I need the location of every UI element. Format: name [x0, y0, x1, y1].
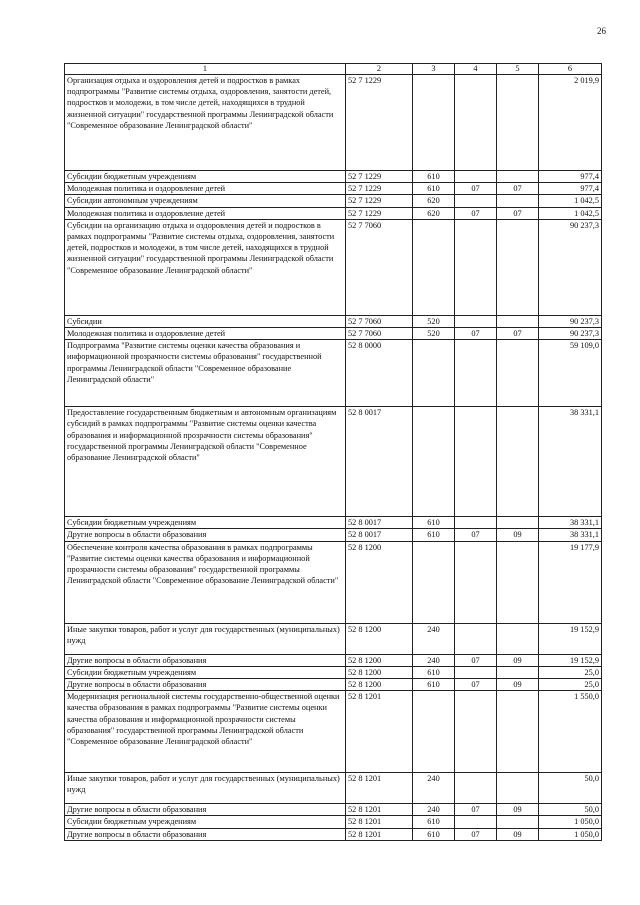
amount-cell: 1 050,0 [539, 828, 602, 840]
target-code-cell: 52 8 0017 [346, 517, 413, 529]
subsection-cell: 09 [497, 679, 539, 691]
amount-cell: 38 331,1 [539, 407, 602, 517]
expense-type-cell: 610 [413, 171, 455, 183]
column-number-row [65, 64, 602, 75]
expense-type-cell: 520 [413, 328, 455, 340]
amount-cell: 90 237,3 [539, 219, 602, 315]
row-name-cell: Субсидии [65, 315, 346, 327]
table-row [65, 171, 602, 183]
subsection-cell: 09 [497, 828, 539, 840]
expense-type-cell: 610 [413, 529, 455, 541]
table-row [65, 219, 602, 315]
amount-cell: 1 550,0 [539, 691, 602, 773]
subsection-cell [497, 623, 539, 654]
table-row [65, 691, 602, 773]
expense-type-cell: 610 [413, 828, 455, 840]
column-number: 3 [413, 64, 455, 75]
target-code-cell: 52 8 1201 [346, 691, 413, 773]
target-code-cell: 52 8 1200 [346, 666, 413, 678]
table-row [65, 679, 602, 691]
section-cell: 07 [455, 183, 497, 195]
expense-type-cell: 610 [413, 517, 455, 529]
section-cell: 07 [455, 654, 497, 666]
target-code-cell: 52 7 1229 [346, 75, 413, 171]
row-name-cell: Субсидии автономным учреждениям [65, 195, 346, 207]
column-number: 2 [346, 64, 413, 75]
expense-type-cell [413, 541, 455, 623]
table-row [65, 529, 602, 541]
row-name-cell: Субсидии бюджетным учреждениям [65, 816, 346, 828]
table-row [65, 517, 602, 529]
expense-type-cell: 610 [413, 666, 455, 678]
amount-cell: 90 237,3 [539, 315, 602, 327]
subsection-cell: 07 [497, 183, 539, 195]
subsection-cell: 07 [497, 207, 539, 219]
expense-type-cell [413, 340, 455, 407]
expense-type-cell: 240 [413, 623, 455, 654]
row-name-cell: Иные закупки товаров, работ и услуг для государственных (муниципальных) нужд [65, 773, 346, 804]
target-code-cell: 52 8 0017 [346, 407, 413, 517]
section-cell [455, 623, 497, 654]
expense-type-cell [413, 75, 455, 171]
column-number: 4 [455, 64, 497, 75]
table-row [65, 773, 602, 804]
target-code-cell: 52 8 1200 [346, 679, 413, 691]
subsection-cell [497, 691, 539, 773]
column-number: 5 [497, 64, 539, 75]
section-cell [455, 407, 497, 517]
budget-table [64, 63, 602, 841]
subsection-cell [497, 407, 539, 517]
section-cell [455, 541, 497, 623]
subsection-cell [497, 171, 539, 183]
target-code-cell: 52 8 1201 [346, 816, 413, 828]
row-name-cell: Организация отдыха и оздоровления детей и подростков в рамках подпрограммы "Развитие системы отдыха, оздоровления, занятости детей, подростков и молодежи, в том числе детей, находящихся в трудной жизненной ситуации" государственной программы Ленинградской области "Современное образование Ленинградской области" [65, 75, 346, 171]
section-cell: 07 [455, 679, 497, 691]
subsection-cell: 09 [497, 804, 539, 816]
expense-type-cell: 240 [413, 654, 455, 666]
amount-cell: 90 237,3 [539, 328, 602, 340]
section-cell [455, 816, 497, 828]
column-number: 6 [539, 64, 602, 75]
section-cell: 07 [455, 328, 497, 340]
expense-type-cell: 240 [413, 773, 455, 804]
target-code-cell: 52 8 1201 [346, 828, 413, 840]
target-code-cell: 52 8 0000 [346, 340, 413, 407]
section-cell [455, 195, 497, 207]
row-name-cell: Подпрограмма "Развитие системы оценки качества образования и информационной прозрачности системы образования" государственной программы Ленинградской области "Современное образование Ленинградской области" [65, 340, 346, 407]
subsection-cell: 09 [497, 529, 539, 541]
target-code-cell: 52 8 1201 [346, 773, 413, 804]
amount-cell: 1 050,0 [539, 816, 602, 828]
section-cell: 07 [455, 207, 497, 219]
amount-cell: 977,4 [539, 183, 602, 195]
subsection-cell: 09 [497, 654, 539, 666]
subsection-cell [497, 340, 539, 407]
row-name-cell: Молодежная политика и оздоровление детей [65, 183, 346, 195]
subsection-cell [497, 219, 539, 315]
section-cell [455, 219, 497, 315]
amount-cell: 25,0 [539, 666, 602, 678]
amount-cell: 50,0 [539, 804, 602, 816]
section-cell [455, 666, 497, 678]
subsection-cell [497, 773, 539, 804]
row-name-cell: Субсидии на организацию отдыха и оздоровления детей и подростков в рамках подпрограммы "Развитие системы отдыха, оздоровления, занятости детей, подростков и молодежи, в том числе детей, находящихся в трудной жизненной ситуации" государственной программы Ленинградской области "Современное образование Ленинградской области" [65, 219, 346, 315]
amount-cell: 1 042,5 [539, 195, 602, 207]
table-row [65, 804, 602, 816]
section-cell: 07 [455, 804, 497, 816]
subsection-cell [497, 666, 539, 678]
section-cell: 07 [455, 529, 497, 541]
amount-cell: 19 152,9 [539, 623, 602, 654]
table-row [65, 816, 602, 828]
target-code-cell: 52 7 7060 [346, 315, 413, 327]
target-code-cell: 52 8 1200 [346, 623, 413, 654]
table-row [65, 623, 602, 654]
amount-cell: 25,0 [539, 679, 602, 691]
expense-type-cell [413, 691, 455, 773]
target-code-cell: 52 8 1201 [346, 804, 413, 816]
row-name-cell: Субсидии бюджетным учреждениям [65, 666, 346, 678]
row-name-cell: Молодежная политика и оздоровление детей [65, 207, 346, 219]
table-row [65, 654, 602, 666]
expense-type-cell [413, 219, 455, 315]
row-name-cell: Другие вопросы в области образования [65, 529, 346, 541]
section-cell [455, 315, 497, 327]
expense-type-cell: 610 [413, 679, 455, 691]
expense-type-cell: 620 [413, 195, 455, 207]
target-code-cell: 52 7 1229 [346, 171, 413, 183]
subsection-cell: 07 [497, 328, 539, 340]
target-code-cell: 52 7 1229 [346, 183, 413, 195]
section-cell [455, 75, 497, 171]
subsection-cell [497, 75, 539, 171]
row-name-cell: Другие вопросы в области образования [65, 804, 346, 816]
table-row [65, 541, 602, 623]
expense-type-cell: 610 [413, 816, 455, 828]
section-cell [455, 517, 497, 529]
row-name-cell: Другие вопросы в области образования [65, 679, 346, 691]
amount-cell: 38 331,1 [539, 529, 602, 541]
page-number: 26 [597, 26, 606, 36]
table-row [65, 828, 602, 840]
section-cell [455, 691, 497, 773]
row-name-cell: Иные закупки товаров, работ и услуг для государственных (муниципальных) нужд [65, 623, 346, 654]
table-row [65, 315, 602, 327]
table-row [65, 183, 602, 195]
amount-cell: 38 331,1 [539, 517, 602, 529]
section-cell [455, 340, 497, 407]
section-cell [455, 773, 497, 804]
amount-cell: 19 177,9 [539, 541, 602, 623]
subsection-cell [497, 517, 539, 529]
row-name-cell: Субсидии бюджетным учреждениям [65, 171, 346, 183]
subsection-cell [497, 816, 539, 828]
amount-cell: 1 042,5 [539, 207, 602, 219]
table-row [65, 75, 602, 171]
amount-cell: 50,0 [539, 773, 602, 804]
row-name-cell: Другие вопросы в области образования [65, 654, 346, 666]
column-number: 1 [65, 64, 346, 75]
expense-type-cell [413, 407, 455, 517]
expense-type-cell: 620 [413, 207, 455, 219]
table-row [65, 407, 602, 517]
amount-cell: 19 152,9 [539, 654, 602, 666]
subsection-cell [497, 315, 539, 327]
subsection-cell [497, 541, 539, 623]
amount-cell: 59 109,0 [539, 340, 602, 407]
target-code-cell: 52 7 1229 [346, 207, 413, 219]
target-code-cell: 52 7 1229 [346, 195, 413, 207]
expense-type-cell: 610 [413, 183, 455, 195]
amount-cell: 2 019,9 [539, 75, 602, 171]
section-cell: 07 [455, 828, 497, 840]
table-row [65, 328, 602, 340]
row-name-cell: Предоставление государственным бюджетным и автономным организациям субсидий в рамках подпрограммы "Развитие системы оценки качества образования и информационной прозрачности системы образования" государственной программы Ленинградской области "Современное образование Ленинградской области" [65, 407, 346, 517]
row-name-cell: Обеспечение контроля качества образования в рамках подпрограммы "Развитие системы оценки качества образования и информационной прозрачности системы образования" государственной программы Ленинградской области "Современное образование Ленинградской области" [65, 541, 346, 623]
target-code-cell: 52 8 0017 [346, 529, 413, 541]
table-row [65, 207, 602, 219]
table-row [65, 195, 602, 207]
row-name-cell: Модернизация региональной системы государственно-общественной оценки качества образования в рамках подпрограммы "Развитие системы оценки качества образования и информационной прозрачности системы образования" государственной программы Ленинградской области "Современное образование Ленинградской области" [65, 691, 346, 773]
table-row [65, 666, 602, 678]
row-name-cell: Субсидии бюджетным учреждениям [65, 517, 346, 529]
target-code-cell: 52 8 1200 [346, 541, 413, 623]
target-code-cell: 52 7 7060 [346, 219, 413, 315]
target-code-cell: 52 8 1200 [346, 654, 413, 666]
row-name-cell: Другие вопросы в области образования [65, 828, 346, 840]
target-code-cell: 52 7 7060 [346, 328, 413, 340]
subsection-cell [497, 195, 539, 207]
table-row [65, 340, 602, 407]
expense-type-cell: 240 [413, 804, 455, 816]
amount-cell: 977,4 [539, 171, 602, 183]
expense-type-cell: 520 [413, 315, 455, 327]
row-name-cell: Молодежная политика и оздоровление детей [65, 328, 346, 340]
section-cell [455, 171, 497, 183]
